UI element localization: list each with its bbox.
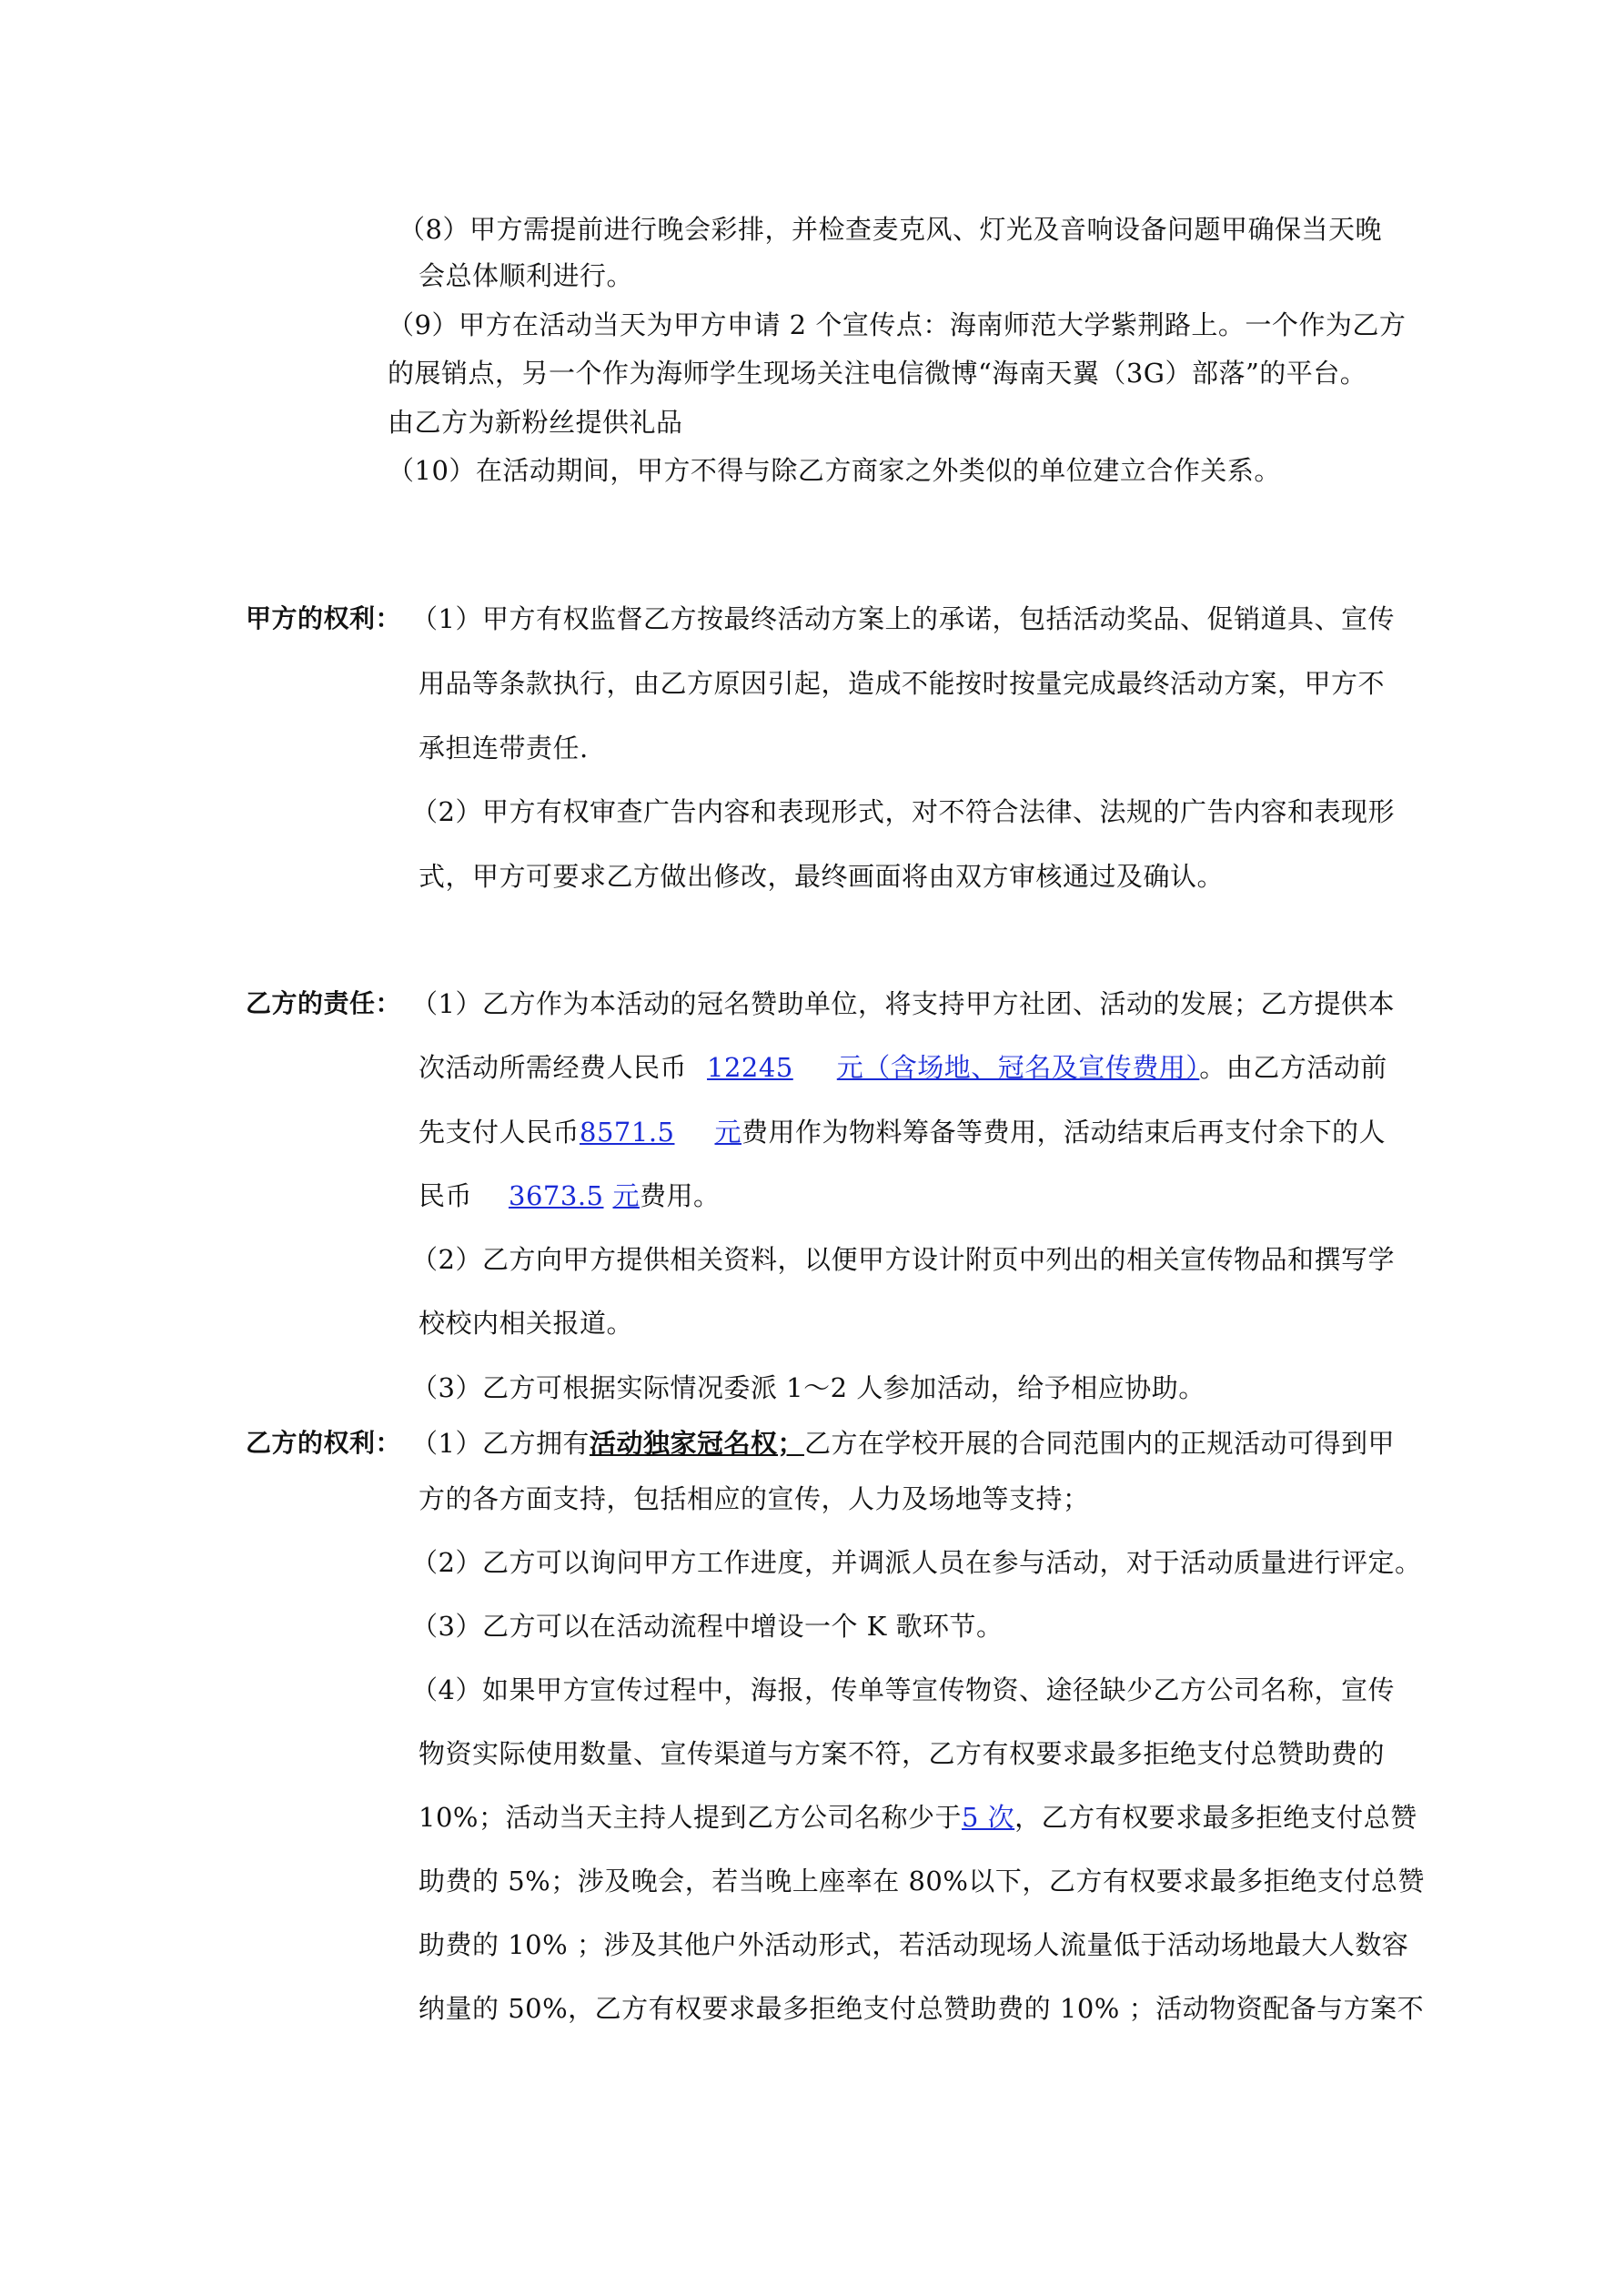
party-a-rights-item-1-line-2: 用品等条款执行，由乙方原因引起，造成不能按时按量完成最终活动方案，甲方不 [419,668,1386,699]
item-9-line-2: 的展销点，另一个作为海师学生现场关注电信微博“海南天翼（3G）部落”的平台。 [388,358,1367,389]
party-b-rights-item-3: （3）乙方可以在活动流程中增设一个 K 歌环节。 [411,1611,1004,1642]
party-b-rights-item-2: （2）乙方可以询问甲方工作进度，并调派人员在参与活动，对于活动质量进行评定。 [411,1547,1422,1578]
party-b-responsibilities-label: 乙方的责任： [246,988,402,1018]
party-b-rights-label: 乙方的权利： [246,1428,402,1458]
party-a-rights-item-2-line-1: （2）甲方有权审查广告内容和表现形式，对不符合法律、法规的广告内容和表现形 [411,796,1395,827]
advance-amount: 8571.5 [580,1117,675,1148]
party-b-rights-item-1-line-2: 方的各方面支持，包括相应的宣传，人力及场地等支持； [419,1483,1090,1514]
line-2-suffix: 。由乙方活动前 [1199,1052,1387,1083]
party-b-rights-item-4-line-4: 助费的 5%；涉及晚会，若当晚上座率在 80%以下，乙方有权要求最多拒绝支付总赞 [419,1866,1425,1896]
advance-unit: 元 [714,1117,742,1148]
party-b-rights-item-4-line-1: （4）如果甲方宣传过程中，海报，传单等宣传物资、途径缺少乙方公司名称，宣传 [411,1674,1395,1705]
balance-amount-field [472,1180,640,1211]
line-3-suffix: 费用作为物料筹备等费用，活动结束后再支付余下的人 [741,1117,1387,1148]
total-amount-unit: 元（含场地、冠名及宣传费用） [836,1052,1200,1083]
balance-amount: 3673.5 [509,1180,604,1211]
total-amount: 12245 [707,1052,793,1083]
balance-unit: 元 [612,1180,641,1211]
item-1-prefix: （1）乙方拥有 [411,1428,590,1459]
item-1-suffix: 乙方在学校开展的合同范围内的正规活动可得到甲 [803,1428,1395,1459]
party-a-rights-item-2-line-2: 式，甲方可要求乙方做出修改，最终画面将由双方审核通过及确认。 [419,861,1225,892]
party-b-resp-item-1-line-3 [419,1114,1386,1150]
party-a-rights-item-1-line-3: 承担连带责任. [419,733,589,764]
party-b-rights-item-4-line-3 [419,1799,1417,1836]
party-b-resp-item-1-line-2 [419,1049,1387,1086]
party-b-rights-item-4-line-5: 助费的 10% ；涉及其他户外活动形式，若活动现场人流量低于活动场地最大人数容 [419,1929,1409,1960]
party-a-rights-item-1-line-1: （1）甲方有权监督乙方按最终活动方案上的承诺，包括活动奖品、促销道具、宣传 [411,603,1395,634]
exclusive-naming-right: 活动独家冠名权； [589,1428,804,1459]
item-9-line-1: （9）甲方在活动当天为甲方申请 2 个宣传点：海南师范大学紫荆路上。一个作为乙方 [388,309,1407,340]
mention-count: 5 次 [961,1802,1015,1833]
item-9-line-3: 由乙方为新粉丝提供礼品 [388,407,683,438]
party-a-rights-label: 甲方的权利： [246,603,402,633]
party-b-resp-item-1-line-1: （1）乙方作为本活动的冠名赞助单位，将支持甲方社团、活动的发展；乙方提供本 [411,988,1395,1019]
line-3-prefix: 10%；活动当天主持人提到乙方公司名称少于 [419,1802,962,1833]
line-3-prefix: 先支付人民币 [419,1117,580,1148]
party-b-resp-item-2-line-1: （2）乙方向甲方提供相关资料，以便甲方设计附页中列出的相关宣传物品和撰写学 [411,1244,1395,1275]
party-b-resp-item-2-line-2: 校校内相关报道。 [419,1308,634,1339]
total-amount-field [687,1052,1199,1083]
party-b-rights-item-1-line-1 [411,1425,1395,1462]
line-3-suffix: ，乙方有权要求最多拒绝支付总赞 [1014,1802,1417,1833]
line-2-prefix: 次活动所需经费人民币 [419,1052,688,1083]
party-b-resp-item-3: （3）乙方可根据实际情况委派 1～2 人参加活动，给予相应协助。 [411,1372,1205,1403]
party-b-rights-item-4-line-2: 物资实际使用数量、宣传渠道与方案不符，乙方有权要求最多拒绝支付总赞助费的 [419,1738,1386,1769]
item-8-line-1: （8）甲方需提前进行晚会彩排，并检查麦克风、灯光及音响设备问题甲确保当天晚 [398,214,1382,245]
line-4-suffix: 费用。 [640,1180,721,1211]
party-b-resp-item-1-line-4 [419,1178,721,1214]
item-10: （10）在活动期间，甲方不得与除乙方商家之外类似的单位建立合作关系。 [388,455,1281,486]
advance-amount-field [580,1117,741,1148]
item-8-line-2: 会总体顺利进行。 [419,260,634,291]
line-4-prefix: 民币 [419,1180,473,1211]
party-b-rights-item-4-line-6: 纳量的 50%，乙方有权要求最多拒绝支付总赞助费的 10% ；活动物资配备与方案不 [419,1993,1425,2024]
